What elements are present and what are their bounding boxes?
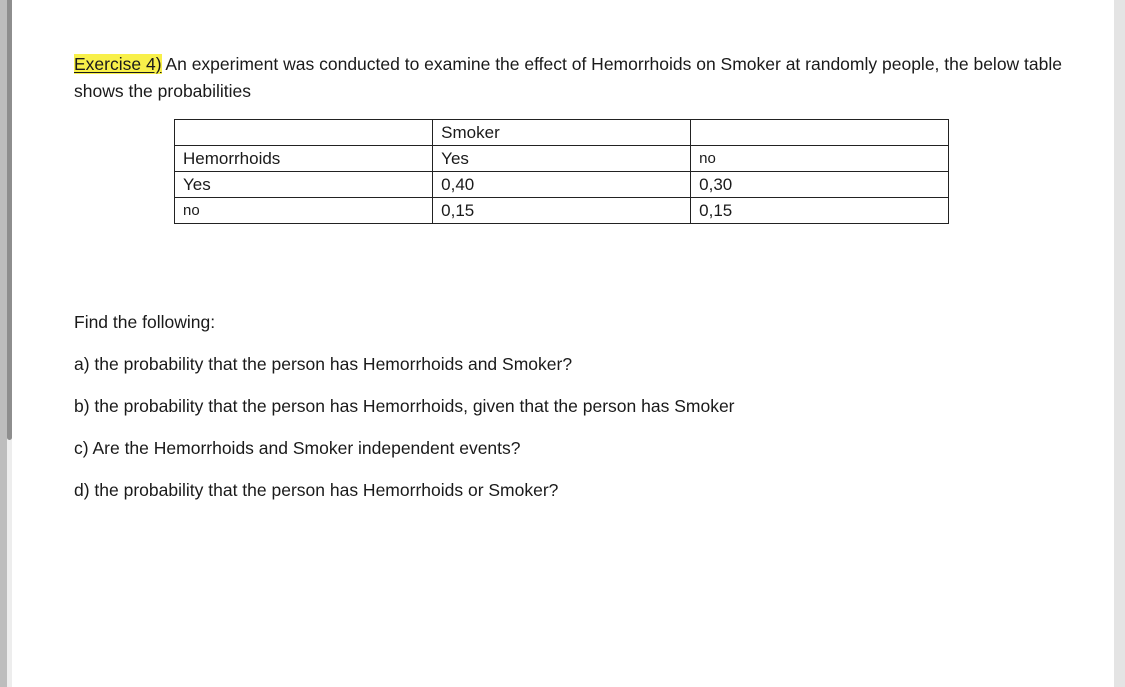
table-cell: Smoker <box>433 120 691 146</box>
exercise-text: An experiment was conducted to examine the effect of Hemorrhoids on Smoker at randomly people, the below table shows the probabilities <box>74 54 1062 101</box>
table-row <box>175 198 949 224</box>
table-row <box>175 172 949 198</box>
exercise-label: Exercise 4) <box>74 54 162 74</box>
table-subheader-row <box>175 146 949 172</box>
questions-list <box>74 310 735 520</box>
table-cell: Yes <box>175 172 433 198</box>
table-cell: Hemorrhoids <box>175 146 433 172</box>
question-item: a) the probability that the person has Hemorrhoids and Smoker? <box>74 354 573 374</box>
right-gutter <box>1114 0 1125 687</box>
probability-table <box>174 119 949 224</box>
questions-intro: Find the following: <box>74 312 216 332</box>
table-cell <box>175 120 433 146</box>
table-cell: no <box>691 146 949 172</box>
table-cell: 0,15 <box>433 198 691 224</box>
document-page <box>12 0 1114 687</box>
question-item: c) Are the Hemorrhoids and Smoker independent events? <box>74 438 521 458</box>
exercise-paragraph <box>74 51 1074 105</box>
question-item: b) the probability that the person has Hemorrhoids, given that the person has Smoker <box>74 396 735 416</box>
table-cell: 0,30 <box>691 172 949 198</box>
table-cell: Yes <box>433 146 691 172</box>
table-cell <box>691 120 949 146</box>
table-header-row <box>175 120 949 146</box>
question-item: d) the probability that the person has Hemorrhoids or Smoker? <box>74 480 559 500</box>
table-cell: no <box>175 198 433 224</box>
table-cell: 0,40 <box>433 172 691 198</box>
left-scroll-track[interactable] <box>0 0 7 687</box>
table-cell: 0,15 <box>691 198 949 224</box>
